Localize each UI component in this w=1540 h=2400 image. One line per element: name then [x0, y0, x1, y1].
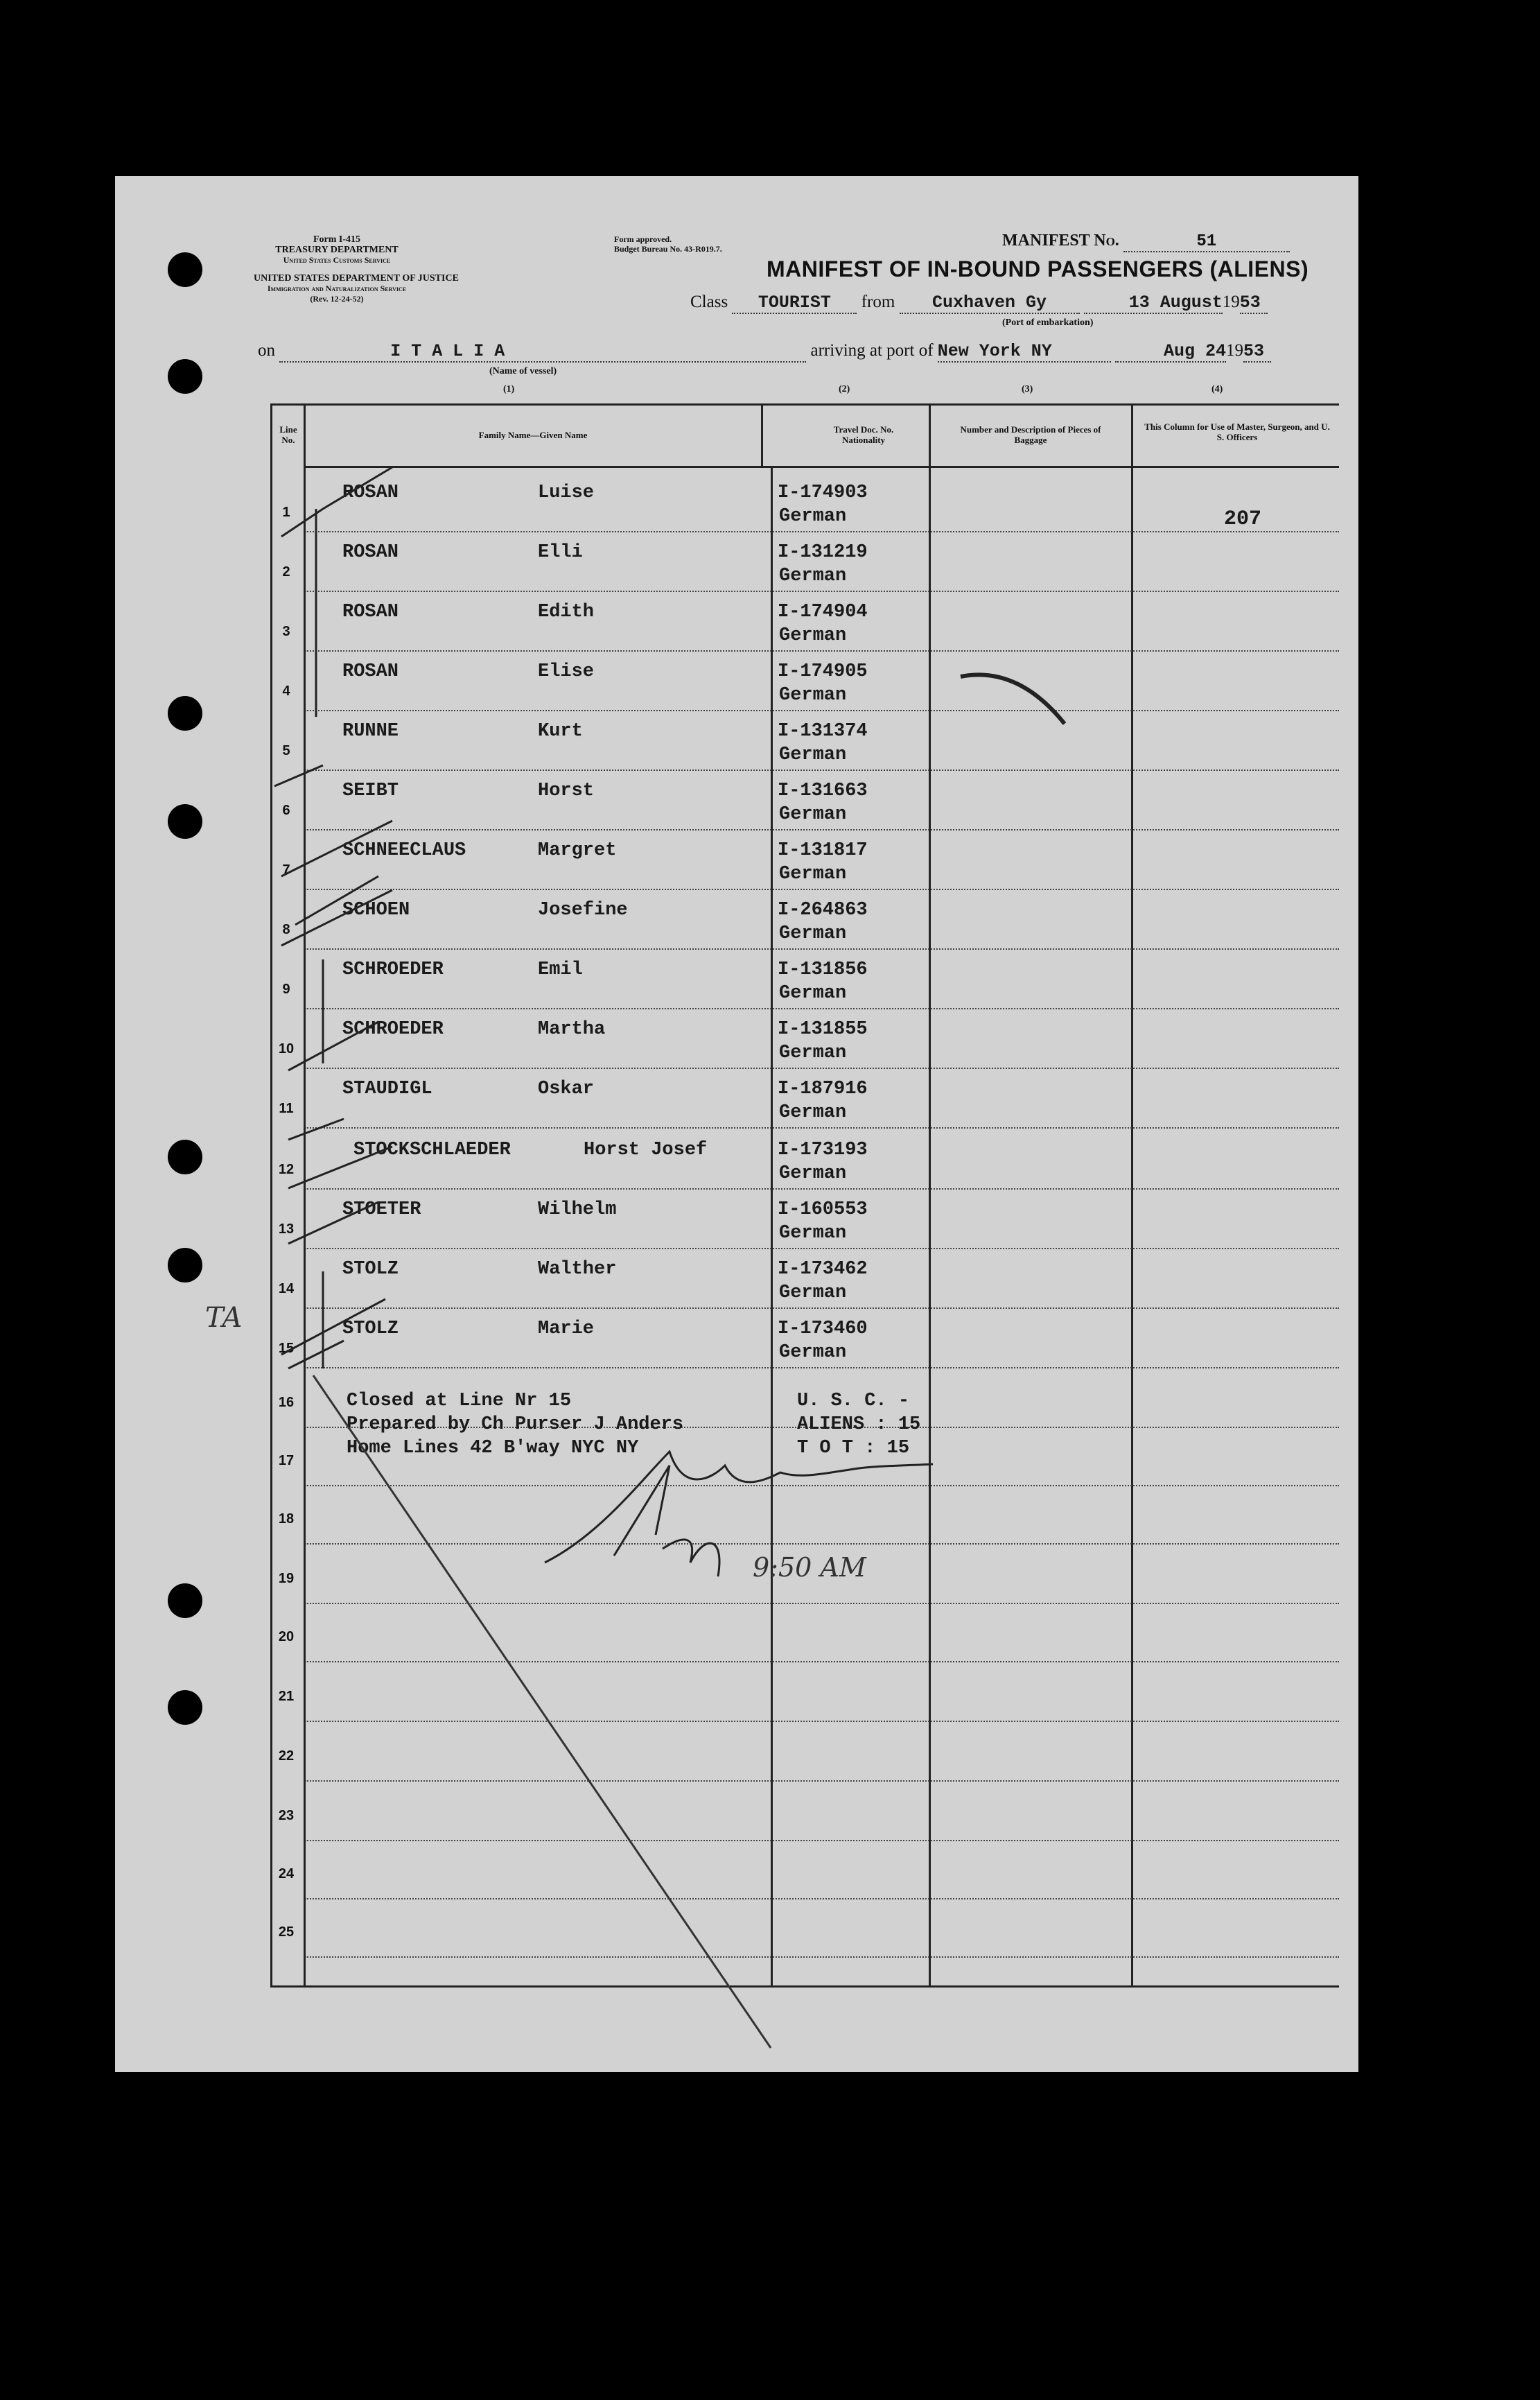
- row-line: [305, 1603, 1339, 1604]
- family-name: STOLZ: [342, 1259, 399, 1280]
- family-name: SEIBT: [342, 781, 399, 801]
- given-name: Oskar: [538, 1079, 595, 1099]
- handwritten-marks: [115, 176, 1358, 2072]
- family-name: SCHNEECLAUS: [342, 840, 466, 861]
- row-line: [305, 1008, 1339, 1009]
- row-line: [305, 1956, 1339, 1958]
- row-line: [305, 710, 1339, 711]
- row-line: [305, 1485, 1339, 1486]
- given-name: Wilhelm: [538, 1199, 617, 1220]
- given-name: Margret: [538, 840, 617, 861]
- row-line: [305, 948, 1339, 950]
- travel-doc-number: I-131219: [778, 542, 868, 563]
- col-num-4: (4): [1211, 384, 1223, 394]
- travel-doc-number: I-131856: [778, 959, 868, 980]
- travel-doc-number: I-131663: [778, 781, 868, 801]
- manifest-title: MANIFEST OF IN-BOUND PASSENGERS (ALIENS): [767, 256, 1309, 281]
- nationality: German: [779, 1163, 847, 1184]
- row-line: [305, 1543, 1339, 1545]
- form-approved: Form approved.: [614, 234, 672, 244]
- col-divider-doc: [929, 403, 931, 1987]
- officer-note: 207: [1224, 507, 1262, 531]
- family-name: RUNNE: [342, 721, 399, 742]
- nationality: German: [779, 1282, 847, 1303]
- family-name: SCHOEN: [342, 900, 410, 921]
- given-name: Martha: [538, 1019, 606, 1040]
- line-number: 10: [278, 1041, 295, 1056]
- given-name: Horst: [538, 781, 595, 801]
- travel-doc-number: I-131817: [778, 840, 868, 861]
- travel-doc-number: I-160553: [778, 1199, 868, 1220]
- line-number: 5: [282, 743, 290, 758]
- family-name: ROSAN: [342, 542, 399, 563]
- header-line-no: Line No.: [279, 424, 297, 445]
- line-number: 1: [282, 505, 290, 520]
- family-name: ROSAN: [342, 482, 399, 503]
- line-number: 3: [282, 624, 290, 639]
- line-number: 11: [279, 1101, 294, 1116]
- binder-hole: [168, 359, 202, 394]
- line-number: 24: [278, 1866, 295, 1881]
- family-name: STAUDIGL: [342, 1079, 432, 1099]
- line-number: 14: [278, 1281, 295, 1296]
- binder-hole: [168, 252, 202, 287]
- family-name: STOCKSCHLAEDER: [353, 1140, 511, 1160]
- class-value: TOURIST: [732, 293, 857, 314]
- class-line: [690, 293, 1356, 314]
- arrival-year: 53: [1243, 341, 1271, 363]
- line-number: 12: [278, 1162, 295, 1177]
- closed-at-line: Closed at Line Nr 15: [347, 1391, 572, 1411]
- row-line: [305, 1367, 1339, 1368]
- customs-service: United States Customs Service: [283, 255, 391, 265]
- given-name: Josefine: [538, 900, 628, 921]
- binder-hole: [168, 1690, 202, 1725]
- travel-doc-number: I-173460: [778, 1319, 868, 1339]
- family-name: STOETER: [342, 1199, 421, 1220]
- given-name: Edith: [538, 602, 595, 623]
- row-line: [305, 1188, 1339, 1190]
- col-num-2: (2): [839, 384, 850, 394]
- row-line: [305, 1780, 1339, 1782]
- approval-block: [614, 234, 722, 254]
- header-baggage: Number and Description of Pieces of Baggage: [960, 424, 1101, 445]
- nationality: German: [779, 983, 847, 1004]
- handwritten-time: 9:50 AM: [753, 1552, 866, 1583]
- nationality: German: [779, 625, 847, 646]
- aliens-total: ALIENS : 15: [797, 1414, 921, 1435]
- line-number: 25: [278, 1924, 295, 1940]
- manifest-number-field: [1002, 232, 1290, 252]
- grand-total: T O T : 15: [797, 1438, 910, 1459]
- row-line: [305, 1307, 1339, 1309]
- row-line: [305, 1248, 1339, 1249]
- from-year: 53: [1240, 293, 1268, 314]
- table-header-border: [305, 466, 1339, 468]
- row-line: [305, 1721, 1339, 1722]
- line-number: 2: [282, 564, 290, 580]
- travel-doc-number: I-264863: [778, 900, 868, 921]
- line-number: 21: [278, 1689, 295, 1704]
- row-line: [305, 1840, 1339, 1841]
- col-num-3: (3): [1022, 384, 1033, 394]
- from-year-prefix: 19: [1222, 293, 1240, 311]
- from-label: from: [861, 293, 895, 311]
- header-travel-doc: Travel Doc. No. Nationality: [833, 424, 894, 445]
- row-line: [305, 1068, 1339, 1069]
- home-lines-address: Home Lines 42 B'way NYC NY: [347, 1438, 639, 1459]
- line-number: 22: [278, 1748, 295, 1764]
- totals-block: [797, 1389, 920, 1460]
- justice-block: [254, 273, 459, 304]
- nationality: German: [779, 506, 847, 527]
- family-name: STOLZ: [342, 1319, 399, 1339]
- dept-stamp: [961, 675, 1065, 724]
- nationality: German: [779, 923, 847, 944]
- travel-doc-number: I-131374: [778, 721, 868, 742]
- given-name: Walther: [538, 1259, 617, 1280]
- arrival-year-prefix: 19: [1226, 341, 1244, 360]
- col-divider-name: [761, 403, 763, 466]
- line-number: 15: [278, 1341, 295, 1356]
- line-number: 23: [278, 1808, 295, 1823]
- binder-hole: [168, 1140, 202, 1174]
- given-name: Elli: [538, 542, 583, 563]
- line-number: 16: [278, 1395, 295, 1410]
- given-name: Elise: [538, 661, 595, 682]
- nationality: German: [779, 864, 847, 885]
- travel-doc-number: I-187916: [778, 1079, 868, 1099]
- manifest-page: [115, 176, 1358, 2072]
- col-divider-name-lower: [771, 466, 773, 1987]
- row-line: [305, 1127, 1339, 1129]
- family-name: ROSAN: [342, 661, 399, 682]
- budget-bureau: Budget Bureau No. 43-R019.7.: [614, 244, 722, 254]
- treasury-dept: TREASURY DEPARTMENT: [275, 245, 399, 255]
- family-name: SCHROEDER: [342, 959, 444, 980]
- line-number: 18: [278, 1511, 295, 1527]
- row-line: [305, 829, 1339, 831]
- table-bottom-border: [270, 1985, 1339, 1988]
- line-number: 6: [282, 803, 290, 818]
- binder-hole: [168, 1248, 202, 1282]
- prepared-by: Prepared by Ch Purser J Anders: [347, 1414, 684, 1435]
- travel-doc-number: I-174905: [778, 661, 868, 682]
- manifest-no-label: MANIFEST No.: [1002, 232, 1119, 250]
- given-name: Emil: [538, 959, 583, 980]
- on-label: on: [258, 341, 275, 360]
- arrival-port: New York NY: [938, 341, 1111, 363]
- col-num-1: (1): [503, 384, 515, 394]
- cancel-line: [313, 1375, 771, 2048]
- port-embarkation-caption: (Port of embarkation): [1002, 318, 1094, 328]
- line-number: 4: [282, 684, 290, 699]
- line-number: 19: [278, 1571, 295, 1586]
- signature: [545, 1452, 933, 1576]
- class-label: Class: [690, 293, 728, 311]
- travel-doc-number: I-174903: [778, 482, 868, 503]
- binder-hole: [168, 804, 202, 839]
- table-top-border: [270, 403, 1339, 406]
- binder-hole: [168, 1583, 202, 1618]
- manifest-no-value: 51: [1123, 232, 1290, 252]
- line-number: 9: [282, 982, 290, 997]
- nationality: German: [779, 745, 847, 765]
- family-name: SCHROEDER: [342, 1019, 444, 1040]
- row-line: [305, 889, 1339, 890]
- line-number: 8: [282, 922, 290, 937]
- travel-doc-number: I-173462: [778, 1259, 868, 1280]
- header-name: Family Name—Given Name: [478, 430, 588, 440]
- row-line: [305, 769, 1339, 771]
- form-number: Form I-415: [313, 234, 361, 245]
- nationality: German: [779, 1342, 847, 1363]
- nationality: German: [779, 804, 847, 825]
- line-number: 20: [278, 1629, 295, 1644]
- row-line: [305, 1661, 1339, 1662]
- vessel-line: [258, 341, 1367, 363]
- family-name: ROSAN: [342, 602, 399, 623]
- header-officers: This Column for Use of Master, Surgeon, and U. S. Officers: [1144, 421, 1330, 442]
- row-line: [305, 591, 1339, 592]
- row-line: [305, 650, 1339, 652]
- nationality: German: [779, 1102, 847, 1123]
- col-divider-baggage: [1131, 403, 1133, 1987]
- line-number: 17: [278, 1453, 295, 1468]
- ins-service: Immigration and Naturalization Service: [267, 284, 407, 293]
- given-name: Horst Josef: [584, 1140, 708, 1160]
- row-line: [305, 1898, 1339, 1899]
- revision: (Rev. 12-24-52): [310, 294, 364, 304]
- agency-block: [254, 234, 420, 266]
- arrival-date: Aug 24: [1115, 341, 1226, 363]
- line-number: 7: [282, 862, 290, 878]
- justice-dept: UNITED STATES DEPARTMENT OF JUSTICE: [254, 273, 459, 284]
- travel-doc-number: I-131855: [778, 1019, 868, 1040]
- nationality: German: [779, 1223, 847, 1244]
- usc-total: U. S. C. -: [797, 1391, 910, 1411]
- binder-hole: [168, 696, 202, 731]
- nationality: German: [779, 566, 847, 586]
- vessel-name: I T A L I A: [279, 341, 806, 363]
- nationality: German: [779, 1043, 847, 1063]
- travel-doc-number: I-174904: [778, 602, 868, 623]
- arriving-label: arriving at port of: [810, 341, 934, 360]
- nationality: German: [779, 685, 847, 706]
- margin-initials: TA: [205, 1302, 243, 1334]
- given-name: Kurt: [538, 721, 583, 742]
- line-number: 13: [278, 1221, 295, 1237]
- from-port: Cuxhaven Gy: [900, 293, 1080, 314]
- given-name: Marie: [538, 1319, 595, 1339]
- travel-doc-number: I-173193: [778, 1140, 868, 1160]
- vessel-caption: (Name of vessel): [489, 366, 557, 376]
- from-date: 13 August: [1084, 293, 1223, 314]
- row-line: [305, 531, 1339, 532]
- closing-block: [347, 1389, 683, 1460]
- given-name: Luise: [538, 482, 595, 503]
